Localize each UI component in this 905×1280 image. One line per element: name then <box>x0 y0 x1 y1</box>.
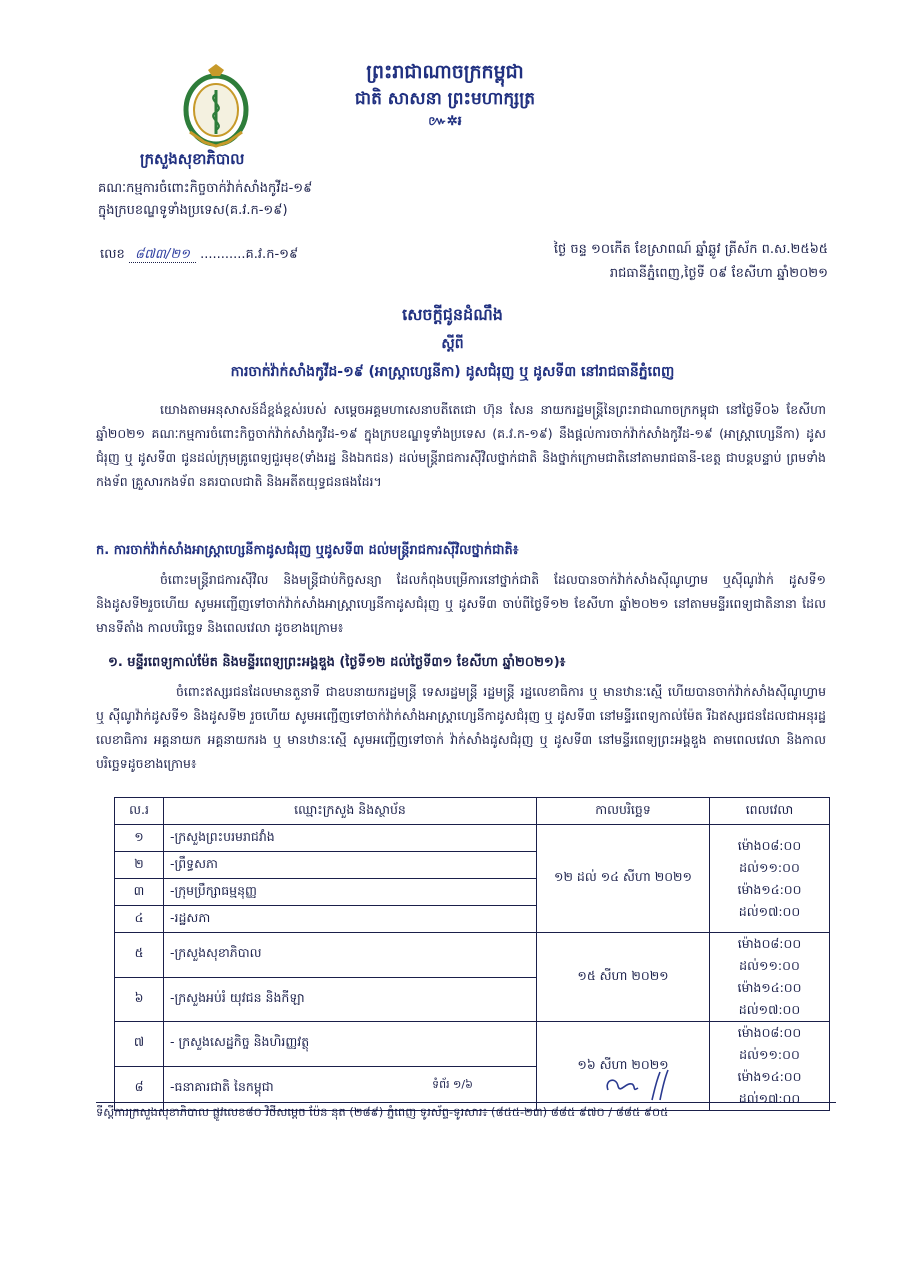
solar-date: រាជធានីភ្នំពេញ,ថ្ងៃទី ០៩ ខែសីហា ឆ្នាំ២០២១ <box>609 266 828 281</box>
schedule-time <box>710 1022 830 1111</box>
section-a-heading: ក. ការចាក់វ៉ាក់សាំងអាស្រ្តាហ្សេនីកាដូសជំរុញ ឬដូសទី៣ ដល់មន្ត្រីរាជការស៊ីវិលថ្នាក់ជាតិ៖ <box>96 543 519 558</box>
row-number: ២ <box>115 852 164 879</box>
ref-number: ៨៧៣/២១ <box>129 247 196 263</box>
schedule-time <box>710 825 830 933</box>
page-number: ទំព័រ ១/៦ <box>432 1078 473 1091</box>
institution-name: -ក្រុមប្រឹក្សាធម្មនុញ្ញ <box>164 879 537 906</box>
committee-line2: ក្នុងក្របខណ្ឌទូទាំងប្រទេស(គ.វ.ក-១៩) <box>98 203 288 218</box>
header-no: ល.រ <box>115 798 164 825</box>
row-number: ៤ <box>115 906 164 933</box>
kingdom-name: ព្រះរាជាណាចក្រកម្ពុជា <box>366 61 524 83</box>
header-institution: ឈ្មោះក្រសួង និងស្ថាប័ន <box>164 798 537 825</box>
header-date: កាលបរិច្ឆេទ <box>537 798 710 825</box>
notice-title: សេចក្តីជូនដំណឹង <box>402 305 503 324</box>
ref-suffix: ...........គ.វ.ក-១៩ <box>200 247 299 262</box>
institution-name: -ក្រសួងសុខាភិបាល <box>164 933 537 978</box>
notice-subject-label: ស្តីពី <box>441 336 464 352</box>
ornament: ៚✲៛ <box>428 114 462 129</box>
notice-subject: ការចាក់វ៉ាក់សាំងកូវីដ-១៩ (អាស្រ្តាហ្សេនីកា) ដូសជំរុញ ឬ ដូសទី៣ នៅរាជធានីភ្នំពេញ <box>230 364 675 380</box>
document-dates <box>468 238 828 286</box>
time-morning: ម៉ោង០៨:០០ ដល់១១:០០ <box>737 1025 802 1062</box>
header-time: ពេលវេលា <box>710 798 830 825</box>
vaccination-schedule-table <box>114 797 830 1111</box>
schedule-time <box>710 933 830 1022</box>
time-afternoon: ម៉ោង១៤:០០ ដល់១៧:០០ <box>737 881 802 919</box>
ministry-emblem <box>178 62 254 152</box>
time-morning: ម៉ោង០៨:០០ ដល់១១:០០ <box>737 936 802 973</box>
intro-paragraph: យោងតាមអនុសាសន៍ដ៏ខ្ពង់ខ្ពស់របស់ សម្តេចអគ្គមហាសេនាបតីតេជោ ហ៊ុន សែន នាយករដ្ឋមន្ត្រីនៃព្រះរាជាណាចក្រកម្ពុជា នៅថ្ងៃទី០៦ ខែសីហា ឆ្នាំ២០២១ គណៈកម្មការចំពោះកិច្ចចាក់វ៉ាក់សាំងកូវីដ-១៩ ក្នុងក្របខណ្ឌទូទាំងប្រទេស (គ.វ.ក-១៩) នឹងផ្តល់ការចាក់វ៉ាក់សាំងកូវីដ-១៩ (អាស្រ្តាហ្សេនីកា) ដូសជំរុញ ឬ ដូសទី៣ ជូនដល់ក្រុមគ្រូពេទ្យជួរមុខ(ទាំងរដ្ឋ និងឯកជន) ដល់មន្ត្រីរាជការស៊ីវិលថ្នាក់ជាតិ និងថ្នាក់ក្រោមជាតិនៅតាមរាជធានី-ខេត្ត ជាបន្តបន្ទាប់ ព្រមទាំងកងទ័ព គ្រួសារកងទ័ព នគរបាលជាតិ និងអតីតយុទ្ធជនផងដែរ។ <box>96 402 826 489</box>
time-morning: ម៉ោង០៨:០០ ដល់១១:០០ <box>737 837 802 875</box>
table-header-row <box>115 798 830 825</box>
institution-name: -រដ្ឋសភា <box>164 906 537 933</box>
schedule-date: ១៥ សីហា ២០២១ <box>537 933 710 1022</box>
institution-name: -ធនាគារជាតិ នៃកម្ពុជា <box>164 1066 537 1111</box>
lunar-date: ថ្ងៃ ចន្ទ ១០កើត ខែស្រាពណ៍ ឆ្នាំឆ្លូវ ត្រីស័ក ព.ស.២៥៦៥ <box>553 242 828 257</box>
kingdom-header <box>330 58 560 132</box>
section-1-heading: ១. មន្ទីរពេទ្យកាល់ម៉ែត និងមន្ទីរពេទ្យព្រះអង្គឌួង (ថ្ងៃទី១២ ដល់ថ្ងៃទី៣១ ខែសីហា ឆ្នាំ២០២១)៖ <box>108 655 566 670</box>
institution-name: -ក្រសួងព្រះបរមរាជវាំង <box>164 825 537 852</box>
time-afternoon: ម៉ោង១៤:០០ ដល់១៧:០០ <box>737 980 802 1017</box>
section-a-paragraph: ចំពោះមន្ត្រីរាជការស៊ីវិល និងមន្ត្រីជាប់កិច្ចសន្យា ដែលកំពុងបម្រើការនៅថ្នាក់ជាតិ ដែលបានចាក់វ៉ាក់សាំងស៊ីណូហ្វាម ឬស៊ីណូវ៉ាក់ ដូសទី១ និងដូសទី២រួចហើយ សូមអញ្ជើញទៅចាក់វ៉ាក់សាំងអាស្រ្តាហ្សេនីកាដូសជំរុញ ឬ ដូសទី៣ ចាប់ពីថ្ងៃទី១២ ខែសីហា ឆ្នាំ២០២១ នៅតាមមន្ទីរពេទ្យជាតិនានា ដែលមានទីតាំង កាលបរិច្ឆេទ និងពេលវេលា ដូចខាងក្រោម៖ <box>96 572 826 635</box>
schedule-date: ១២ ដល់ ១៤ សីហា ២០២១ <box>537 825 710 933</box>
section-1-paragraph: ចំពោះឥស្សរជនដែលមានតួនាទី ជាឧបនាយករដ្ឋមន្ត្រី ទេសរដ្ឋមន្ត្រី រដ្ឋមន្ត្រី រដ្ឋលេខាធិការ ឬ មានឋានៈស្មើ ហើយបានចាក់វ៉ាក់សាំងស៊ីណូហ្វាម ឬ ស៊ីណូវ៉ាក់ដូសទី១ និងដូសទី២ រួចហើយ សូមអញ្ជើញទៅចាក់វ៉ាក់សាំងអាស្រ្តាហ្សេនីកាដូសជំរុញ ឬ ដូសទី៣ នៅមន្ទីរពេទ្យកាល់ម៉ែត រីឯឥស្សរជនដែលជាអនុរដ្ឋលេខាធិការ អគ្គនាយក អគ្គនាយករង ឬ មានឋានៈស្មើ សូមអញ្ជើញទៅចាក់ វ៉ាក់សាំងដូសជំរុញ ឬ ដូសទី៣ នៅមន្ទីរពេទ្យព្រះអង្គឌួង តាមពេលវេលា និងកាលបរិច្ឆេទដូចខាងក្រោម៖ <box>96 684 826 771</box>
institution-name: -ក្រសួងអប់រំ យុវជន និងកីឡា <box>164 977 537 1022</box>
row-number: ៧ <box>115 1022 164 1067</box>
time-afternoon: ម៉ោង១៤:០០ ដល់១៧:០០ <box>737 1069 802 1106</box>
ministry-name: ក្រសួងសុខាភិបាល <box>140 150 245 168</box>
institution-name: - ក្រសួងសេដ្ឋកិច្ច និងហិរញ្ញវត្ថុ <box>164 1022 537 1067</box>
table-row <box>115 825 830 852</box>
ref-prefix: លេខ <box>100 247 125 262</box>
reference-number <box>100 246 298 265</box>
row-number: ១ <box>115 825 164 852</box>
row-number: ៨ <box>115 1066 164 1111</box>
committee-name <box>98 178 398 222</box>
signature-initials <box>602 1068 692 1102</box>
table-row <box>115 1022 830 1067</box>
row-number: ៥ <box>115 933 164 978</box>
row-number: ៦ <box>115 977 164 1022</box>
institution-name: -ព្រឹទ្ធសភា <box>164 852 537 879</box>
committee-line1: គណៈកម្មការចំពោះកិច្ចចាក់វ៉ាក់សាំងកូវីដ-១៩ <box>98 181 313 196</box>
row-number: ៣ <box>115 879 164 906</box>
table-row <box>115 933 830 978</box>
schedule-date: ១៦ សីហា ២០២១ <box>537 1022 710 1111</box>
national-motto: ជាតិ សាសនា ព្រះមហាក្សត្រ <box>354 89 536 109</box>
footer-address: ទីស្តីការក្រសួងសុខាភិបាល ផ្លូវលេខ៨០ វិថីសម្តេច ប៉ែន នុត (២៨៩) ភ្នំពេញ ទូរស័ព្ទ-ទូរសារ៖ (៨៥៥-២៣) ៨៨៥ ៩៧០ / ៨៨៥ ៩០៥ <box>96 1102 836 1122</box>
